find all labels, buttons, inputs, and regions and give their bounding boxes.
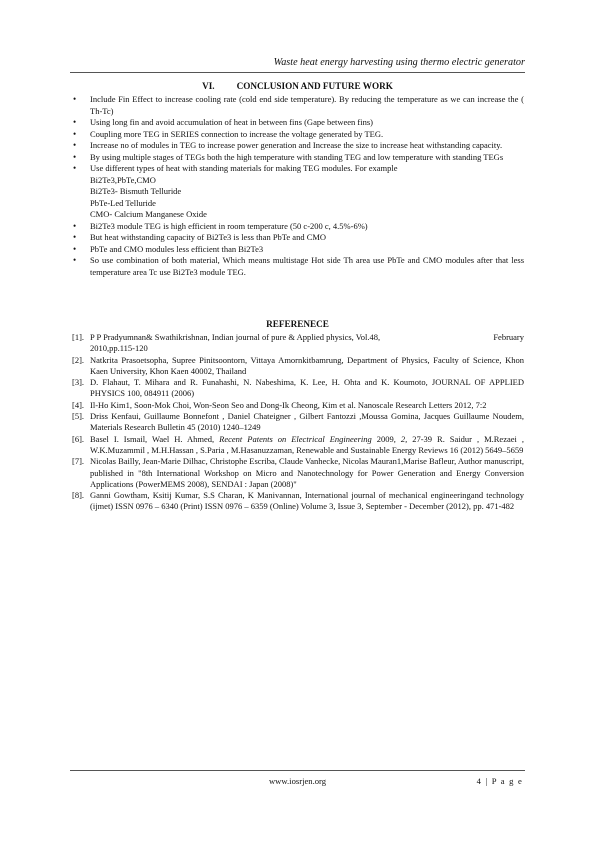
bullet-icon: • xyxy=(73,151,77,162)
bullet-item xyxy=(72,152,524,164)
reference-item xyxy=(72,355,524,378)
bullet-icon: • xyxy=(73,128,77,139)
reference-text: 2009, xyxy=(371,433,401,444)
bullet-item xyxy=(72,232,524,244)
reference-text: 27-39 R. Saidur , M.Rezaei , W.K.Muzammil , M.H.Hassan , S.Paria , M.Hasanuzzaman, Renewable and Sustainable Energy Reviews 16 (2012) 5649–5659 xyxy=(90,433,524,455)
bullet-text: Include Fin Effect to increase cooling rate (cold end side temperature). By reducing the temperature as we can increase the ( Th-Tc) xyxy=(90,94,524,116)
bullet-icon: • xyxy=(73,117,77,127)
bullet-text: Increase no of modules in TEG to increase power generation and Increase the size to increase heat withstanding capacity. xyxy=(90,140,503,150)
section-number: VI. xyxy=(202,81,215,91)
reference-text: Nicolas Bailly, Jean-Marie Dilhac, Christophe Escriba, Claude Vanhecke, Nicolas Mauran1,Marise Bafleur, Author manuscript, published in "8th International Workshop on Micro and Nanotechnology for Power Generation and Energy Conversion Applications (PowerMEMS 2008), SENDAI : Japan (2008)" xyxy=(90,456,524,489)
reference-number: [5]. xyxy=(72,411,85,422)
reference-number: [3]. xyxy=(72,377,85,388)
bullet-text: Bi2Te3 module TEG is high efficient in room temperature (50 c-200 c, 4.5%-6%) xyxy=(90,220,368,231)
reference-number: [6]. xyxy=(72,433,85,444)
section-title: CONCLUSION AND FUTURE WORK xyxy=(236,81,393,91)
bullet-item xyxy=(72,221,524,233)
header-rule xyxy=(70,72,525,73)
reference-number: [1]. xyxy=(72,332,85,342)
bullet-item xyxy=(72,163,524,221)
bullet-item xyxy=(72,94,524,117)
bullet-icon: • xyxy=(73,255,77,265)
bullet-icon: • xyxy=(73,94,77,104)
reference-number: [7]. xyxy=(72,456,85,467)
reference-text: Basel I. Ismail, Wael H. Ahmed, xyxy=(90,433,220,444)
reference-item xyxy=(72,400,524,411)
references-heading: REFERENECE xyxy=(266,319,329,329)
bullet-item xyxy=(72,117,524,129)
bullet-text: Use different types of heat with standing materials for making TEG modules. For example xyxy=(90,163,398,173)
bullet-icon: • xyxy=(73,163,77,173)
reference-item xyxy=(72,434,524,457)
reference-item xyxy=(72,456,524,490)
conclusion-bullet-list xyxy=(72,94,524,278)
bullet-text: But heat withstanding capacity of Bi2Te3 is less than PbTe and CMO xyxy=(90,232,327,242)
reference-text: P P Pradyumnan& Swathikrishnan, Indian journal of pure & Applied physics, Vol.48, xyxy=(90,332,381,342)
reference-number: [8]. xyxy=(72,490,85,501)
reference-number: [2]. xyxy=(72,354,85,365)
bullet-icon: • xyxy=(73,243,77,254)
reference-first-line xyxy=(90,332,524,343)
bullet-text: PbTe and CMO modules less efficient than Bi2Te3 xyxy=(90,243,264,254)
reference-item xyxy=(72,332,524,355)
bullet-text: So use combination of both material, Which means multistage Hot side Th area use PbTe and CMO modules after that less temperature area Tc use Bi2Te3 module TEG. xyxy=(90,255,524,277)
bullet-icon: • xyxy=(73,232,77,242)
bullet-item xyxy=(72,129,524,141)
running-header: Waste heat energy harvesting using thermo electric generator xyxy=(273,57,525,68)
reference-item xyxy=(72,411,524,434)
page-number: 4 | P a g e xyxy=(476,776,523,786)
footer-url: www.iosrjen.org xyxy=(268,776,327,786)
bullet-item xyxy=(72,255,524,278)
bullet-item xyxy=(72,244,524,256)
reference-text-continued: 2010,pp.115-120 xyxy=(90,343,148,354)
reference-item xyxy=(72,377,524,400)
reference-text: Natkrita Prasoetsopha, Supree Pinitsoontorn, Vittaya Amornkitbamrung, Department of Physics, Faculty of Science, Khon Kaen University, Khon Kaen 40002, Thailand xyxy=(90,354,524,376)
section-heading xyxy=(0,81,595,91)
reference-item xyxy=(72,490,524,513)
bullet-text: Coupling more TEG in SERIES connection to increase the voltage generated by TEG. xyxy=(90,128,384,139)
reference-number: [4]. xyxy=(72,399,85,410)
reference-list xyxy=(72,332,524,513)
journal-title: Recent Patents on Electrical Engineering xyxy=(219,433,372,444)
material-line: PbTe-Led Telluride xyxy=(90,197,156,208)
footer-rule xyxy=(70,770,525,771)
bullet-text: Using long fin and avoid accumulation of heat in between fins (Gape between fins) xyxy=(90,117,374,127)
reference-text-right: February xyxy=(493,332,524,342)
reference-text: Driss Kenfaui, Guillaume Bonnefont , Daniel Chateigner , Gilbert Fantozzi ,Moussa Gomina, Jacques Guillaume Noudem, Materials Research Bulletin 45 (2010) 1240–1249 xyxy=(90,411,524,433)
bullet-icon: • xyxy=(73,140,77,150)
bullet-text: By using multiple stages of TEGs both the high temperature with standing TEG and low temperature with standing TEGs xyxy=(90,151,504,162)
material-line: CMO- Calcium Manganese Oxide xyxy=(90,209,207,219)
volume-number: 2, xyxy=(400,433,408,444)
bullet-item xyxy=(72,140,524,152)
material-line: Bi2Te3- Bismuth Telluride xyxy=(90,186,182,196)
bullet-icon: • xyxy=(73,220,77,231)
reference-text: Ganni Gowtham, Ksitij Kumar, S.S Charan, K Manivannan, International journal of mechanical engineeringand technology (ijmet) ISSN 0976 – 6340 (Print) ISSN 0976 – 6359 (Online) Volume 3, Issue 3, September - December (2012), pp. 471-482 xyxy=(90,490,524,512)
material-line: Bi2Te3,PbTe,CMO xyxy=(90,174,156,185)
reference-text: D. Flahaut, T. Mihara and R. Funahashi, N. Nabeshima, K. Lee, H. Ohta and K. Koumoto, JOURNAL OF APPLIED PHYSICS 100, 084911 (2006) xyxy=(90,377,524,399)
reference-text: Il-Ho Kim1, Soon-Mok Choi, Won-Seon Seo and Dong-Ik Cheong, Kim et al. Nanoscale Research Letters 2012, 7:2 xyxy=(90,399,487,410)
